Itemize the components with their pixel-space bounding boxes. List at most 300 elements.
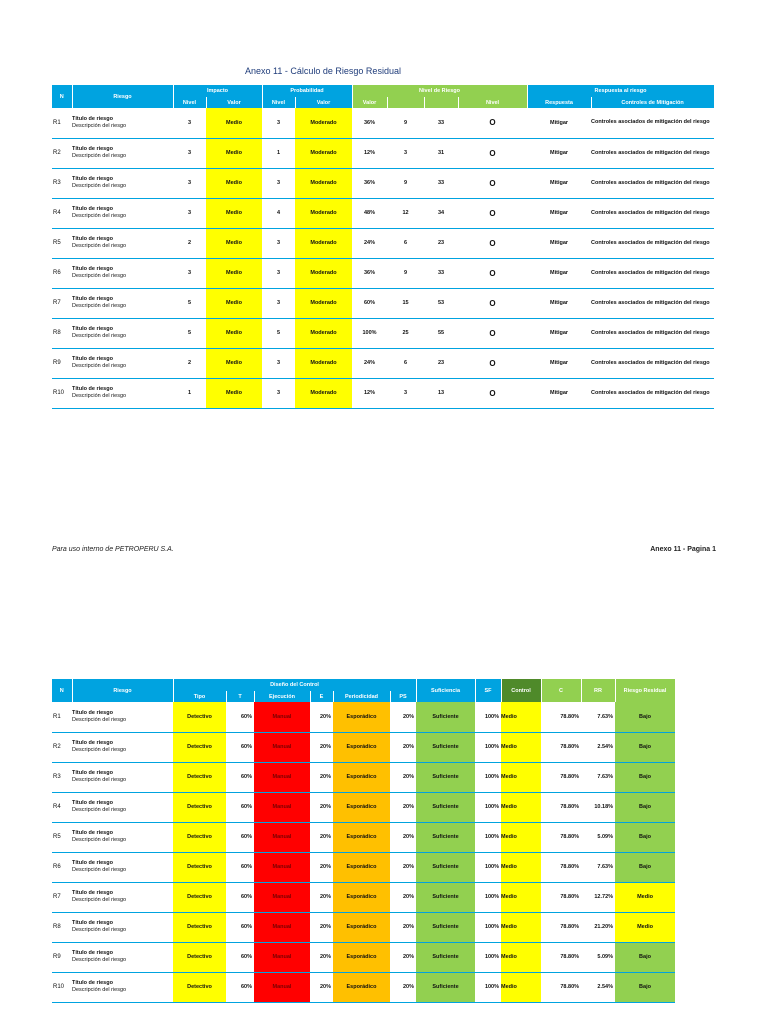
probability-level: 3 (262, 288, 295, 318)
col2-n: N (52, 679, 72, 702)
risk-score-b: 53 (424, 288, 458, 318)
risk-description: Descripción del riesgo (72, 393, 127, 399)
risk-score-a: 9 (387, 258, 424, 288)
control-design-table (52, 679, 676, 1003)
risk-level: O (458, 198, 527, 228)
impact-value: Medio (206, 288, 262, 318)
risk-value: 48% (352, 198, 387, 228)
risk-id: R1 (52, 702, 72, 732)
risk-cell (72, 882, 173, 912)
table-row (52, 228, 714, 258)
col-prob-nivel: Nivel (262, 97, 295, 108)
col-nr-nivel: Nivel (458, 97, 527, 108)
execution-score: 20% (310, 972, 333, 1002)
document-title: Anexo 11 - Cálculo de Riesgo Residual (245, 66, 401, 76)
control-percent: 78.80% (541, 882, 581, 912)
execution-score: 20% (310, 792, 333, 822)
probability-value: Moderado (295, 198, 352, 228)
risk-description: Descripción del riesgo (72, 777, 127, 783)
risk-level: O (458, 168, 527, 198)
risk-description: Descripción del riesgo (72, 213, 127, 219)
col2-ejecucion: Ejecución (254, 691, 310, 702)
risk-description: Descripción del riesgo (72, 987, 127, 993)
probability-value: Moderado (295, 318, 352, 348)
probability-level: 3 (262, 168, 295, 198)
risk-description: Descripción del riesgo (72, 273, 127, 279)
risk-cell (72, 348, 173, 378)
risk-title: Título de riesgo (72, 980, 113, 986)
control-type: Detectivo (173, 702, 226, 732)
sufficiency-score: 100% (475, 852, 501, 882)
col-nr-blank-2 (424, 97, 458, 108)
risk-id: R3 (52, 762, 72, 792)
residual-risk: Bajo (615, 972, 675, 1002)
residual-risk: Medio (615, 912, 675, 942)
sufficiency: Suficiente (416, 792, 475, 822)
col-respuesta: Respuesta (527, 97, 591, 108)
risk-level: O (458, 228, 527, 258)
execution-score: 20% (310, 822, 333, 852)
col2-e: E (310, 691, 333, 702)
mitigation-controls: Controles asociados de mitigación del riesgo (591, 108, 714, 138)
control-type: Detectivo (173, 732, 226, 762)
control-rating: Medio (501, 912, 541, 942)
risk-id: R7 (52, 882, 72, 912)
risk-title: Título de riesgo (72, 920, 113, 926)
residual-risk: Bajo (615, 942, 675, 972)
risk-title: Título de riesgo (72, 770, 113, 776)
execution: Manual (254, 732, 310, 762)
sufficiency: Suficiente (416, 762, 475, 792)
risk-cell (72, 702, 173, 732)
residual-risk: Medio (615, 882, 675, 912)
execution-score: 20% (310, 702, 333, 732)
sufficiency-score: 100% (475, 912, 501, 942)
table-row (52, 912, 675, 942)
control-rating: Medio (501, 972, 541, 1002)
risk-id: R8 (52, 912, 72, 942)
type-score: 60% (226, 792, 254, 822)
control-rating: Medio (501, 702, 541, 732)
col2-riesgo-residual: Riesgo Residual (615, 679, 675, 702)
col2-periodicidad: Periodicidad (333, 691, 390, 702)
risk-description: Descripción del riesgo (72, 153, 127, 159)
risk-description: Descripción del riesgo (72, 243, 127, 249)
risk-level: O (458, 348, 527, 378)
impact-value: Medio (206, 138, 262, 168)
residual-risk-percent: 12.72% (581, 882, 615, 912)
impact-level: 5 (173, 288, 206, 318)
risk-title: Título de riesgo (72, 386, 113, 392)
risk-cell (72, 822, 173, 852)
col-imp-nivel: Nivel (173, 97, 206, 108)
sufficiency: Suficiente (416, 942, 475, 972)
col-prob-valor: Valor (295, 97, 352, 108)
control-percent: 78.80% (541, 942, 581, 972)
probability-value: Moderado (295, 108, 352, 138)
type-score: 60% (226, 972, 254, 1002)
periodicity: Esporádico (333, 942, 390, 972)
risk-description: Descripción del riesgo (72, 747, 127, 753)
risk-cell (72, 852, 173, 882)
type-score: 60% (226, 762, 254, 792)
control-type: Detectivo (173, 972, 226, 1002)
mitigation-controls: Controles asociados de mitigación del riesgo (591, 378, 714, 408)
risk-description: Descripción del riesgo (72, 363, 127, 369)
risk-cell (72, 198, 173, 228)
control-percent: 78.80% (541, 792, 581, 822)
table-row (52, 732, 675, 762)
probability-level: 4 (262, 198, 295, 228)
col-nr-blank-1 (387, 97, 424, 108)
table-row (52, 762, 675, 792)
residual-risk-percent: 10.18% (581, 792, 615, 822)
execution: Manual (254, 702, 310, 732)
risk-title: Título de riesgo (72, 860, 113, 866)
risk-score-a: 15 (387, 288, 424, 318)
risk-score-a: 9 (387, 168, 424, 198)
footer-internal-use: Para uso interno de PETROPERU S.A. (52, 546, 174, 553)
impact-level: 5 (173, 318, 206, 348)
risk-cell (72, 108, 173, 138)
risk-description: Descripción del riesgo (72, 716, 127, 723)
impact-value: Medio (206, 318, 262, 348)
risk-cell (72, 972, 173, 1002)
risk-score-b: 31 (424, 138, 458, 168)
type-score: 60% (226, 822, 254, 852)
risk-cell (72, 168, 173, 198)
periodicity-score: 20% (390, 972, 416, 1002)
risk-title: Título de riesgo (72, 740, 113, 746)
risk-id: R2 (52, 732, 72, 762)
risk-level: O (458, 138, 527, 168)
impact-value: Medio (206, 348, 262, 378)
response: Mitigar (527, 258, 591, 288)
probability-level: 3 (262, 228, 295, 258)
control-rating: Medio (501, 792, 541, 822)
response: Mitigar (527, 228, 591, 258)
risk-id: R10 (52, 972, 72, 1002)
table-row (52, 882, 675, 912)
response: Mitigar (527, 168, 591, 198)
residual-risk: Bajo (615, 702, 675, 732)
col2-sf: SF (475, 679, 501, 702)
execution-score: 20% (310, 762, 333, 792)
execution: Manual (254, 882, 310, 912)
risk-value: 12% (352, 378, 387, 408)
risk-description: Descripción del riesgo (72, 333, 127, 339)
col-impacto: Impacto (173, 85, 262, 97)
col-probabilidad: Probabilidad (262, 85, 352, 97)
execution: Manual (254, 762, 310, 792)
risk-score-b: 55 (424, 318, 458, 348)
control-rating: Medio (501, 852, 541, 882)
col-controles: Controles de Mitigación (591, 97, 714, 108)
col2-rr: RR (581, 679, 615, 702)
periodicity: Esporádico (333, 762, 390, 792)
table-row (52, 168, 714, 198)
residual-risk: Bajo (615, 732, 675, 762)
risk-id: R8 (52, 318, 72, 348)
probability-level: 1 (262, 138, 295, 168)
periodicity: Esporádico (333, 792, 390, 822)
residual-risk-percent: 5.09% (581, 822, 615, 852)
risk-description: Descripción del riesgo (72, 897, 127, 903)
risk-description: Descripción del riesgo (72, 303, 127, 309)
probability-level: 3 (262, 378, 295, 408)
table-row (52, 822, 675, 852)
residual-risk-percent: 5.09% (581, 942, 615, 972)
type-score: 60% (226, 732, 254, 762)
impact-level: 1 (173, 378, 206, 408)
risk-level: O (458, 318, 527, 348)
type-score: 60% (226, 852, 254, 882)
col2-control: Control (501, 679, 541, 702)
risk-score-b: 33 (424, 258, 458, 288)
risk-score-b: 23 (424, 228, 458, 258)
risk-description: Descripción del riesgo (72, 867, 127, 873)
risk-cell (72, 228, 173, 258)
mitigation-controls: Controles asociados de mitigación del riesgo (591, 348, 714, 378)
probability-level: 5 (262, 318, 295, 348)
sufficiency-score: 100% (475, 972, 501, 1002)
response: Mitigar (527, 318, 591, 348)
residual-risk: Bajo (615, 852, 675, 882)
response: Mitigar (527, 108, 591, 138)
col-nivel-riesgo: Nivel de Riesgo (352, 85, 527, 97)
periodicity-score: 20% (390, 762, 416, 792)
response: Mitigar (527, 378, 591, 408)
probability-value: Moderado (295, 138, 352, 168)
risk-score-b: 13 (424, 378, 458, 408)
periodicity: Esporádico (333, 822, 390, 852)
mitigation-controls: Controles asociados de mitigación del riesgo (591, 288, 714, 318)
table-row (52, 378, 714, 408)
sufficiency-score: 100% (475, 822, 501, 852)
col2-riesgo: Riesgo (72, 679, 173, 702)
impact-level: 3 (173, 198, 206, 228)
periodicity: Esporádico (333, 732, 390, 762)
risk-cell (72, 258, 173, 288)
table-row (52, 702, 675, 732)
execution-score: 20% (310, 942, 333, 972)
periodicity-score: 20% (390, 792, 416, 822)
risk-cell (72, 732, 173, 762)
risk-level: O (458, 378, 527, 408)
risk-description: Descripción del riesgo (72, 927, 127, 933)
probability-level: 3 (262, 348, 295, 378)
probability-value: Moderado (295, 288, 352, 318)
periodicity-score: 20% (390, 822, 416, 852)
table-row (52, 198, 714, 228)
impact-level: 3 (173, 108, 206, 138)
risk-description: Descripción del riesgo (72, 122, 127, 129)
table-row (52, 108, 714, 138)
control-type: Detectivo (173, 942, 226, 972)
residual-risk-percent: 7.63% (581, 702, 615, 732)
table-row (52, 288, 714, 318)
risk-id: R7 (52, 288, 72, 318)
type-score: 60% (226, 912, 254, 942)
risk-cell (72, 288, 173, 318)
execution-score: 20% (310, 882, 333, 912)
risk-score-a: 3 (387, 138, 424, 168)
periodicity-score: 20% (390, 912, 416, 942)
response: Mitigar (527, 198, 591, 228)
risk-title: Título de riesgo (72, 890, 113, 896)
control-percent: 78.80% (541, 972, 581, 1002)
impact-level: 2 (173, 228, 206, 258)
risk-title: Título de riesgo (72, 236, 113, 242)
risk-id: R4 (52, 198, 72, 228)
periodicity-score: 20% (390, 732, 416, 762)
control-percent: 78.80% (541, 852, 581, 882)
control-type: Detectivo (173, 822, 226, 852)
risk-value: 12% (352, 138, 387, 168)
impact-level: 3 (173, 258, 206, 288)
response: Mitigar (527, 348, 591, 378)
risk-id: R1 (52, 108, 72, 138)
mitigation-controls: Controles asociados de mitigación del riesgo (591, 138, 714, 168)
risk-level: O (458, 258, 527, 288)
col2-tipo: Tipo (173, 691, 226, 702)
sufficiency: Suficiente (416, 732, 475, 762)
risk-level-table (52, 85, 715, 409)
impact-value: Medio (206, 258, 262, 288)
mitigation-controls: Controles asociados de mitigación del riesgo (591, 168, 714, 198)
risk-score-b: 33 (424, 108, 458, 138)
risk-level: O (458, 288, 527, 318)
footer-page-number: Anexo 11 - Pagina 1 (650, 546, 716, 553)
impact-value: Medio (206, 168, 262, 198)
risk-score-a: 25 (387, 318, 424, 348)
control-rating: Medio (501, 942, 541, 972)
sufficiency: Suficiente (416, 702, 475, 732)
risk-score-a: 3 (387, 378, 424, 408)
control-rating: Medio (501, 822, 541, 852)
sufficiency: Suficiente (416, 852, 475, 882)
control-percent: 78.80% (541, 912, 581, 942)
col2-diseno: Diseño del Control (173, 679, 416, 691)
execution: Manual (254, 792, 310, 822)
execution-score: 20% (310, 732, 333, 762)
risk-id: R6 (52, 852, 72, 882)
periodicity: Esporádico (333, 852, 390, 882)
residual-risk: Bajo (615, 822, 675, 852)
residual-risk: Bajo (615, 762, 675, 792)
periodicity: Esporádico (333, 912, 390, 942)
risk-value: 24% (352, 228, 387, 258)
control-percent: 78.80% (541, 702, 581, 732)
control-rating: Medio (501, 762, 541, 792)
risk-description: Descripción del riesgo (72, 807, 127, 813)
residual-risk-percent: 2.54% (581, 972, 615, 1002)
periodicity-score: 20% (390, 852, 416, 882)
risk-score-a: 12 (387, 198, 424, 228)
execution: Manual (254, 972, 310, 1002)
risk-cell (72, 942, 173, 972)
periodicity: Esporádico (333, 702, 390, 732)
control-type: Detectivo (173, 852, 226, 882)
risk-score-a: 9 (387, 108, 424, 138)
risk-cell (72, 318, 173, 348)
execution: Manual (254, 852, 310, 882)
probability-value: Moderado (295, 228, 352, 258)
risk-title: Título de riesgo (72, 115, 113, 122)
risk-value: 100% (352, 318, 387, 348)
periodicity-score: 20% (390, 942, 416, 972)
periodicity: Esporádico (333, 972, 390, 1002)
risk-id: R3 (52, 168, 72, 198)
response: Mitigar (527, 138, 591, 168)
risk-title: Título de riesgo (72, 950, 113, 956)
type-score: 60% (226, 702, 254, 732)
probability-value: Moderado (295, 258, 352, 288)
risk-title: Título de riesgo (72, 356, 113, 362)
risk-title: Título de riesgo (72, 146, 113, 152)
residual-risk-percent: 7.63% (581, 852, 615, 882)
impact-value: Medio (206, 228, 262, 258)
periodicity-score: 20% (390, 882, 416, 912)
probability-level: 3 (262, 108, 295, 138)
col-imp-valor: Valor (206, 97, 262, 108)
mitigation-controls: Controles asociados de mitigación del riesgo (591, 258, 714, 288)
residual-risk: Bajo (615, 792, 675, 822)
execution: Manual (254, 822, 310, 852)
mitigation-controls: Controles asociados de mitigación del riesgo (591, 198, 714, 228)
col-n: N (52, 85, 72, 108)
control-type: Detectivo (173, 882, 226, 912)
sufficiency-score: 100% (475, 702, 501, 732)
sufficiency: Suficiente (416, 972, 475, 1002)
impact-value: Medio (206, 108, 262, 138)
execution: Manual (254, 912, 310, 942)
risk-score-b: 23 (424, 348, 458, 378)
residual-risk-percent: 7.63% (581, 762, 615, 792)
sufficiency-score: 100% (475, 732, 501, 762)
risk-title: Título de riesgo (72, 266, 113, 272)
risk-value: 36% (352, 108, 387, 138)
control-rating: Medio (501, 882, 541, 912)
risk-title: Título de riesgo (72, 176, 113, 182)
table-row (52, 258, 714, 288)
probability-value: Moderado (295, 348, 352, 378)
impact-level: 3 (173, 138, 206, 168)
risk-value: 36% (352, 168, 387, 198)
risk-title: Título de riesgo (72, 206, 113, 212)
probability-value: Moderado (295, 168, 352, 198)
risk-id: R6 (52, 258, 72, 288)
risk-level: O (458, 108, 527, 138)
table-row (52, 348, 714, 378)
control-type: Detectivo (173, 792, 226, 822)
sufficiency: Suficiente (416, 822, 475, 852)
risk-title: Título de riesgo (72, 830, 113, 836)
periodicity-score: 20% (390, 702, 416, 732)
sufficiency: Suficiente (416, 882, 475, 912)
table-row (52, 852, 675, 882)
type-score: 60% (226, 882, 254, 912)
risk-value: 24% (352, 348, 387, 378)
risk-value: 36% (352, 258, 387, 288)
impact-value: Medio (206, 378, 262, 408)
col2-c: C (541, 679, 581, 702)
col2-ps: PS (390, 691, 416, 702)
risk-cell (72, 138, 173, 168)
col2-suficiencia: Suficiencia (416, 679, 475, 702)
sufficiency-score: 100% (475, 882, 501, 912)
impact-value: Medio (206, 198, 262, 228)
